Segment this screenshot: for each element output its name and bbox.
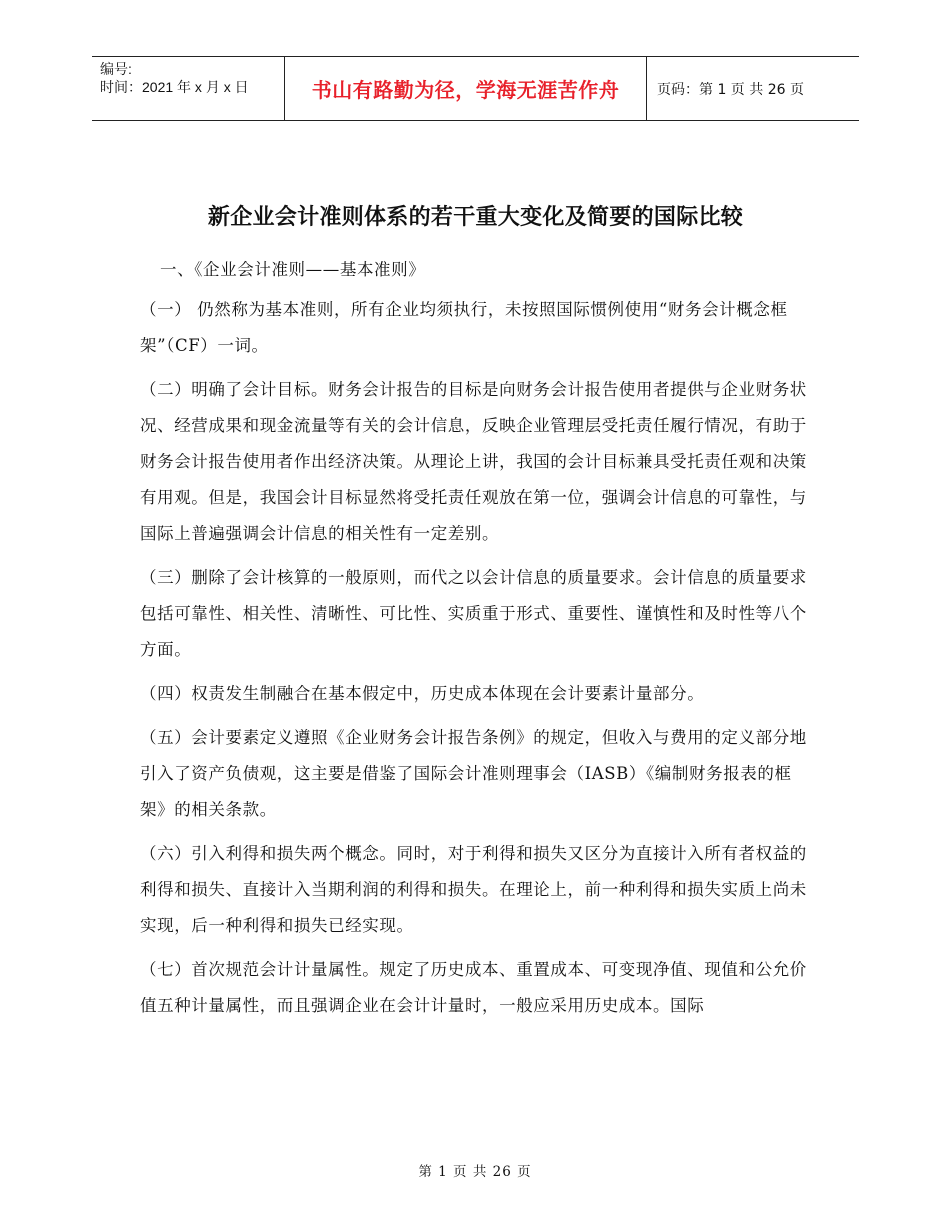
section-heading: 一、《企业会计准则——基本准则》 bbox=[160, 260, 426, 279]
paragraph: （七）首次规范会计计量属性。规定了历史成本、重置成本、可变现净值、现值和公允价值五种计量属性，而且强调企业在会计计量时，一般应采用历史成本。国际 bbox=[140, 960, 807, 1015]
page-footer: 第 1 页 共 26 页 bbox=[418, 1164, 532, 1180]
document-time-label: 时间：2021 年 x 月 x 日 bbox=[100, 79, 249, 95]
header-page-info: 页码：第 1 页 共 26 页 bbox=[657, 81, 804, 98]
paragraph: （六）引入利得和损失两个概念。同时，对于利得和损失又区分为直接计入所有者权益的利得和损失、直接计入当期利润的利得和损失。在理论上，前一种利得和损失实质上尚未实现，后一种利得和损失已经实现。 bbox=[140, 844, 807, 935]
document-number-label: 编号: bbox=[100, 61, 132, 77]
paragraph: （四）权责发生制融合在基本假定中，历史成本体现在会计要素计量部分。 bbox=[140, 684, 705, 703]
paragraph: （三）删除了会计核算的一般原则，而代之以会计信息的质量要求。会计信息的质量要求包括可靠性、相关性、清晰性、可比性、实质重于形式、重要性、谨慎性和及时性等八个方面。 bbox=[140, 568, 807, 659]
page-header bbox=[92, 56, 859, 121]
paragraph: （二）明确了会计目标。财务会计报告的目标是向财务会计报告使用者提供与企业财务状况、经营成果和现金流量等有关的会计信息，反映企业管理层受托责任履行情况，有助于财务会计报告使用者作出经济决策。从理论上讲，我国的会计目标兼具受托责任观和决策有用观。但是，我国会计目标显然将受托责任观放在第一位，强调会计信息的可靠性，与国际上普遍强调会计信息的相关性有一定差别。 bbox=[140, 380, 807, 543]
header-motto: 书山有路勤为径，学海无涯苦作舟 bbox=[285, 57, 647, 120]
header-meta bbox=[92, 57, 285, 120]
document-body bbox=[140, 252, 812, 1032]
paragraph: （一） 仍然称为基本准则，所有企业均须执行，未按照国际惯例使用“财务会计概念框架”（CF）一词。 bbox=[140, 300, 788, 355]
document-title: 新企业会计准则体系的若干重大变化及简要的国际比较 bbox=[207, 205, 744, 230]
paragraph: （五）会计要素定义遵照《企业财务会计报告条例》的规定，但收入与费用的定义部分地引入了资产负债观，这主要是借鉴了国际会计准则理事会（IASB）《编制财务报表的框架》的相关条款。 bbox=[140, 728, 807, 819]
